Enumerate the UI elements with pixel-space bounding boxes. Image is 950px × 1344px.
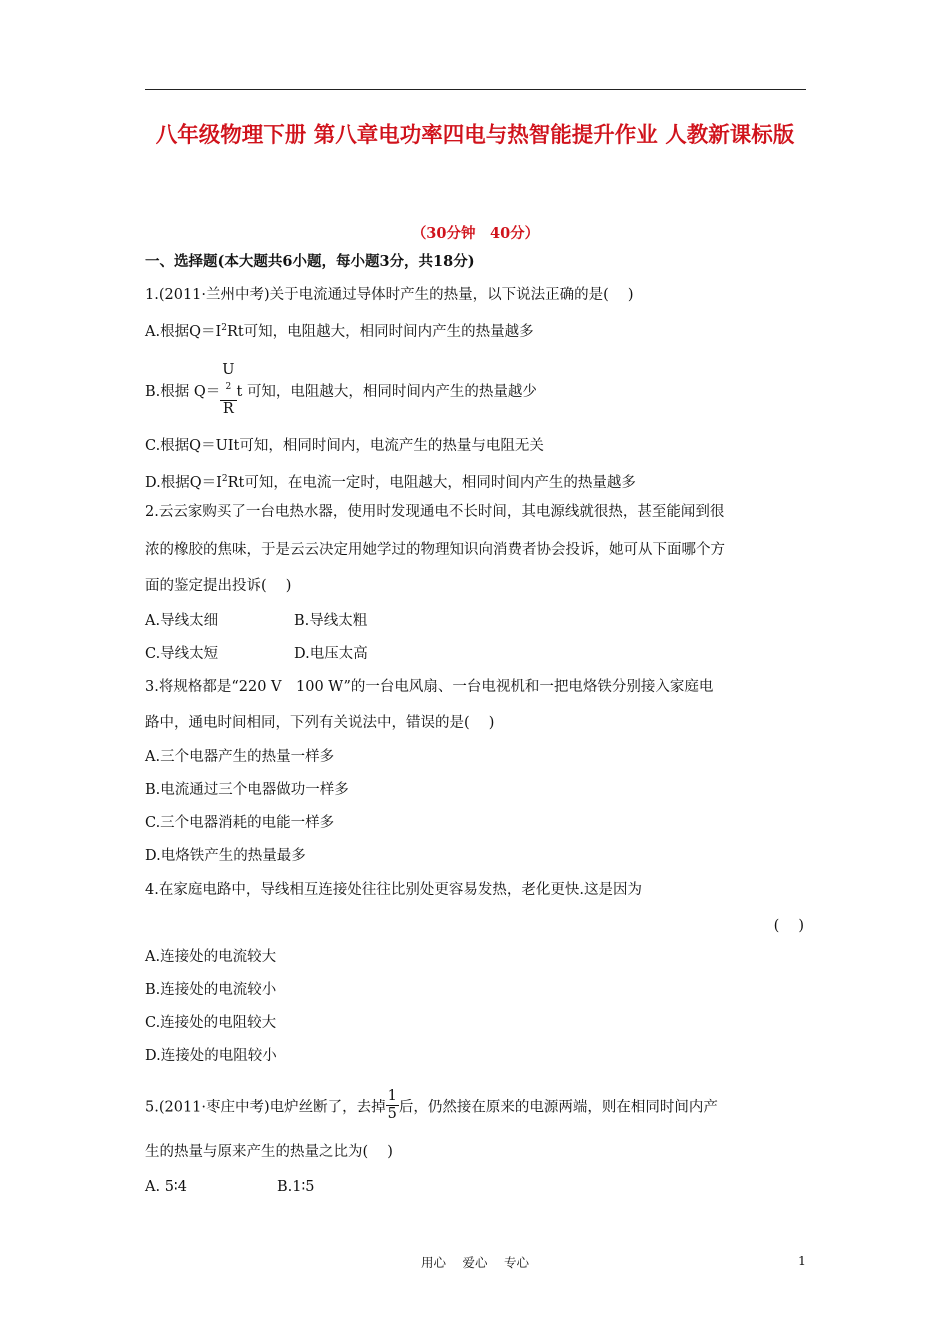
- q3-line-2: 路中，通电时间相同，下列有关说法中，错误的是( ): [145, 715, 495, 731]
- q2-options-row-1: [145, 611, 806, 631]
- q1-a-pre: A.根据Q＝I: [145, 323, 222, 340]
- q4-option-a: A.连接处的电流较大: [145, 949, 277, 965]
- q4-stem: 4.在家庭电路中，导线相互连接处往往比别处更容易发热，老化更快.这是因为: [145, 882, 642, 898]
- q1-b-denominator: R: [222, 400, 234, 417]
- q1-a-sup: 2: [221, 323, 227, 333]
- document-title: 八年级物理下册 第八章电功率四电与热智能提升作业 人教新课标版: [155, 123, 795, 148]
- q5-option-a: A. 5∶4: [145, 1179, 187, 1195]
- q4-option-c: C.连接处的电阻较大: [145, 1015, 277, 1031]
- q1-option-b: [145, 364, 537, 420]
- q1-b-formula: [193, 362, 247, 417]
- q1-option-c: C.根据Q＝UIt可知，相同时间内，电流产生的热量与电阻无关: [145, 438, 544, 454]
- q4-option-d: D.连接处的电阻较小: [145, 1048, 277, 1064]
- q1-option-a: [145, 318, 534, 342]
- q1-b-fraction: [220, 362, 236, 418]
- q2-option-c: C.导线太短: [145, 646, 219, 662]
- q3-option-b: B.电流通过三个电器做功一样多: [145, 782, 349, 798]
- q4-answer-paren: ( ): [773, 918, 804, 934]
- q4-option-b: B.连接处的电流较小: [145, 982, 277, 998]
- q3-line-1: 3.将规格都是“220 V 100 W”的一台电风扇、一台电视机和一把电烙铁分别接入家庭电: [145, 679, 714, 695]
- q5-stem: [145, 1090, 718, 1125]
- q2-line-3: 面的鉴定提出投诉( ): [145, 578, 292, 594]
- q1-b-numerator: U $^2$: [220, 362, 236, 401]
- q2-option-b: B.导线太粗: [294, 613, 368, 629]
- q1-option-d: [145, 469, 636, 493]
- q3-option-a: A.三个电器产生的热量一样多: [145, 749, 335, 765]
- q1-d-post: Rt可知，在电流一定时，电阻越大，相同时间内产生的热量越多: [227, 474, 636, 491]
- q5-fraction: [386, 1088, 399, 1123]
- section-heading: 一、选择题(本大题共6小题，每小题3分，共18分): [145, 253, 475, 270]
- q5-options-row: [145, 1177, 806, 1197]
- q1-b-post: 可知，电阻越大，相同时间内产生的热量越少: [246, 383, 537, 400]
- q2-line-1: 2.云云家购买了一台电热水器，使用时发现通电不长时间，其电源线就很热，甚至能闻到很: [145, 504, 725, 520]
- q2-options-row-2: [145, 644, 806, 664]
- q1-b-t: t: [236, 383, 243, 400]
- q2-line-2: 浓的橡胶的焦味，于是云云决定用她学过的物理知识向消费者协会投诉，她可从下面哪个方: [145, 542, 725, 558]
- q2-option-a: A.导线太细: [145, 613, 219, 629]
- q2-option-d: D.电压太高: [294, 646, 368, 662]
- q1-stem: 1.(2011·兰州中考)关于电流通过导体时产生的热量，以下说法正确的是( ): [145, 287, 634, 303]
- q1-b-q: Q＝: [193, 383, 221, 400]
- q3-option-d: D.电烙铁产生的热量最多: [145, 848, 306, 864]
- q5-numerator: 1: [387, 1088, 397, 1104]
- time-score-subtitle: （30分钟 40分）: [411, 225, 540, 242]
- page-footer: 用心 爱心 专心: [421, 1255, 529, 1270]
- page-number: 1: [798, 1253, 806, 1268]
- q5-option-b: B.1∶5: [277, 1179, 315, 1195]
- q5-post: 后，仍然接在原来的电源两端，则在相同时间内产: [398, 1099, 718, 1116]
- q5-denominator: 5: [387, 1106, 397, 1122]
- q1-a-post: Rt可知，电阻越大，相同时间内产生的热量越多: [226, 323, 534, 340]
- header-rule: [145, 89, 806, 90]
- q5-line-2: 生的热量与原来产生的热量之比为( ): [145, 1144, 393, 1160]
- q1-b-pre: B.根据: [145, 383, 190, 400]
- q5-pre: 5.(2011·枣庄中考)电炉丝断了，去掉: [145, 1099, 386, 1116]
- q3-option-c: C.三个电器消耗的电能一样多: [145, 815, 335, 831]
- q1-d-pre: D.根据Q＝I: [145, 474, 222, 491]
- q1-d-sup: 2: [221, 474, 228, 484]
